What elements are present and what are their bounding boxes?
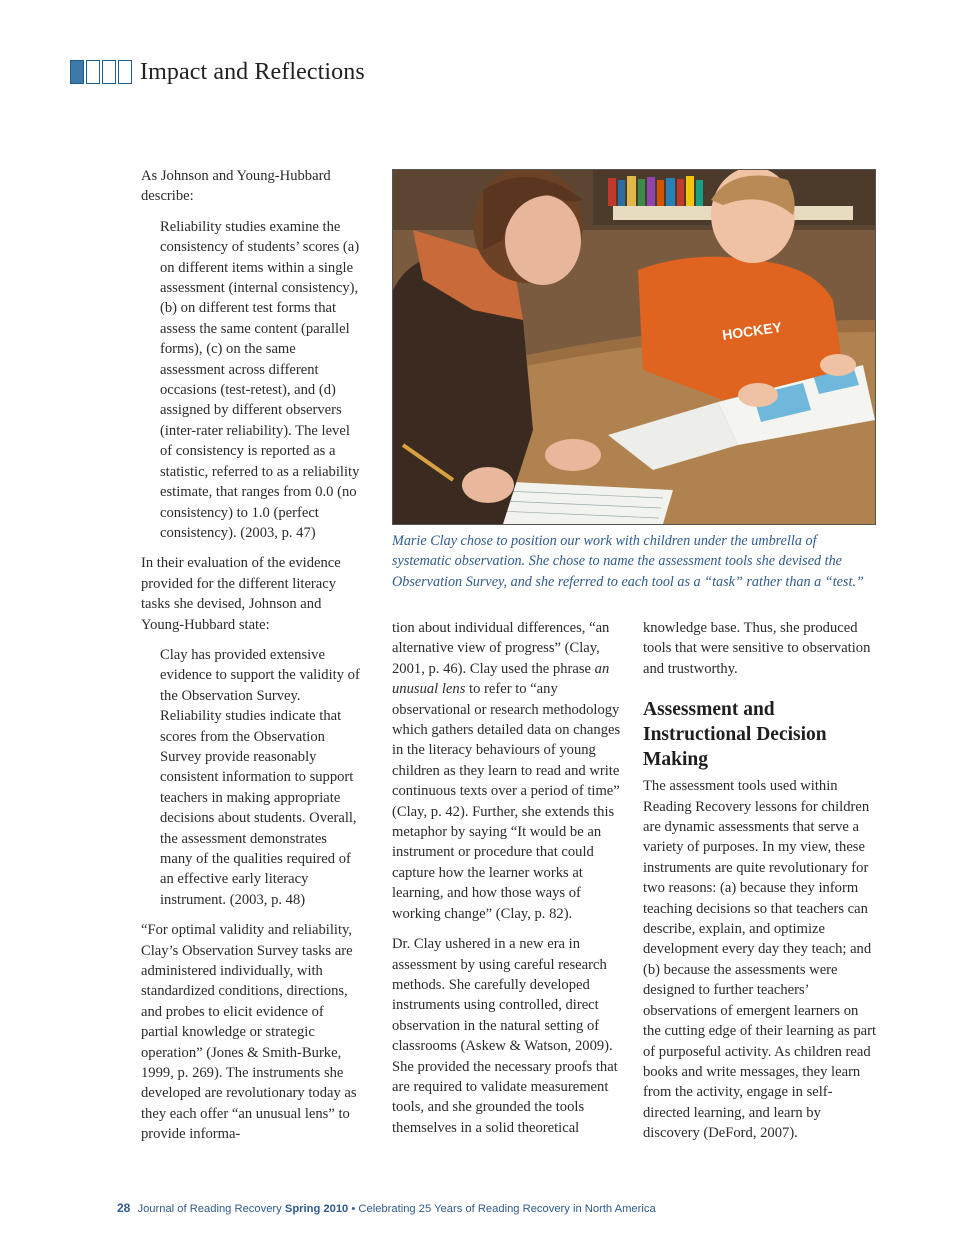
text-column-2 bbox=[392, 618, 627, 1148]
block-quote: Clay has provided extensive evidence to support the validity of the Observation Survey. Reliability studies indicate that scores from the Observation Survey provide reasonably consistent information to support teachers in making appropriate decisions about students. Overall, the assessment demonstrates many of the qualities required of an effective early literacy instrument. (2003, p. 48) bbox=[160, 646, 360, 908]
header-box bbox=[86, 60, 100, 84]
text-column-3 bbox=[643, 618, 878, 1154]
shirt-text: HOCKEY bbox=[721, 318, 783, 343]
text-column-1 bbox=[141, 166, 363, 1155]
header-box bbox=[118, 60, 132, 84]
issue-season: Spring 2010 bbox=[284, 1203, 349, 1215]
header-box-filled bbox=[70, 60, 84, 84]
page-header bbox=[70, 56, 365, 88]
paragraph bbox=[392, 618, 627, 924]
photo-caption: Marie Clay chose to position our work with children under the umbrella of systematic observation. She chose to name the assessment tools she devised the Observation Survey, and she referred to each tool as a “task” rather than a “test.” bbox=[392, 533, 864, 590]
footer-bullet: • bbox=[351, 1203, 356, 1215]
page-number: 28 bbox=[117, 1201, 131, 1215]
section-heading: Assessment and Instructional Decision Making bbox=[643, 699, 827, 771]
paragraph: Dr. Clay ushered in a new era in assessment by using careful research methods. She carefully developed instruments using controlled, direct observation in the natural setting of classrooms (Askew & Watson, 2009). She provided the necessary proofs that are required to validate measurement tools, and she grounded the tools themselves in a solid theoretical bbox=[392, 936, 618, 1136]
section-title: Impact and Reflections bbox=[140, 58, 365, 85]
classroom-photo bbox=[392, 169, 876, 525]
footer-tagline: Celebrating 25 Years of Reading Recovery in North America bbox=[358, 1203, 656, 1215]
paragraph: As Johnson and Young-Hubbard describe: bbox=[141, 168, 331, 205]
photo-illustration bbox=[393, 170, 875, 524]
block-quote: Reliability studies examine the consistency of students’ scores (a) on different items within a single assessment (internal consistency), (b) on different test forms that assess the same content (parallel forms), (c) on the same assessment across different occasions (test-retest), and (d) assigned by different observers (inter-rater reliability). The level of consistency is reported as a statistic, referred to as a reliability estimate, that ranges from 0.0 (no consistency) to 1.0 (perfect consistency). (2003, p. 47) bbox=[160, 218, 360, 541]
paragraph: knowledge base. Thus, she produced tools that were sensitive to observation and trustworthy. bbox=[643, 620, 871, 677]
page-footer bbox=[117, 1201, 656, 1215]
emphasis-text: an unusual lens bbox=[392, 660, 610, 698]
paragraph: In their evaluation of the evidence provided for the different literacy tasks she devised, Johnson and Young-Hubbard state: bbox=[141, 555, 341, 633]
header-decoration-icon bbox=[70, 60, 132, 84]
journal-name: Journal of Reading Recovery bbox=[137, 1203, 282, 1215]
paragraph-text: tion about individual differences, “an alternative view of progress” (Clay, 2001, p. 46). Clay used the phrase bbox=[392, 620, 610, 677]
header-box bbox=[102, 60, 116, 84]
paragraph: “For optimal validity and reliability, Clay’s Observation Survey tasks are administered individually, with standardized conditions, directions, and probes to elicit evidence of partial knowledge or strategic operation” (Jones & Smith-Burke, 1999, p. 269). The instruments she developed are revolutionary today as they each offer “an unusual lens” to provide informa- bbox=[141, 922, 357, 1143]
paragraph-text: to refer to “any observational or research methodology which gathers detailed data on changes in the literacy behaviours of young children as they learn to read and write continuous texts over a period of time” (Clay, p. 42). Further, she extends this metaphor by saying “It would be an instrument or procedure that could capture how the learner works at learning, and how those ways of working change” (Clay, p. 82). bbox=[392, 681, 621, 922]
paragraph: The assessment tools used within Reading Recovery lessons for children are dynamic assessments that serve a variety of purposes. In my view, these instruments are quite revolutionary for two reasons: (a) because they inform teaching decisions so that teachers can describe, explain, and optimize development every day they teach; and (b) because the assessments were designed to further teachers’ observations of emergent learners on the cutting edge of their learning as part of purposeful activity. As children read books and write messages, they learn from the activity, engage in self-directed learning, and learn by discovery (DeFord, 2007). bbox=[643, 778, 877, 1142]
